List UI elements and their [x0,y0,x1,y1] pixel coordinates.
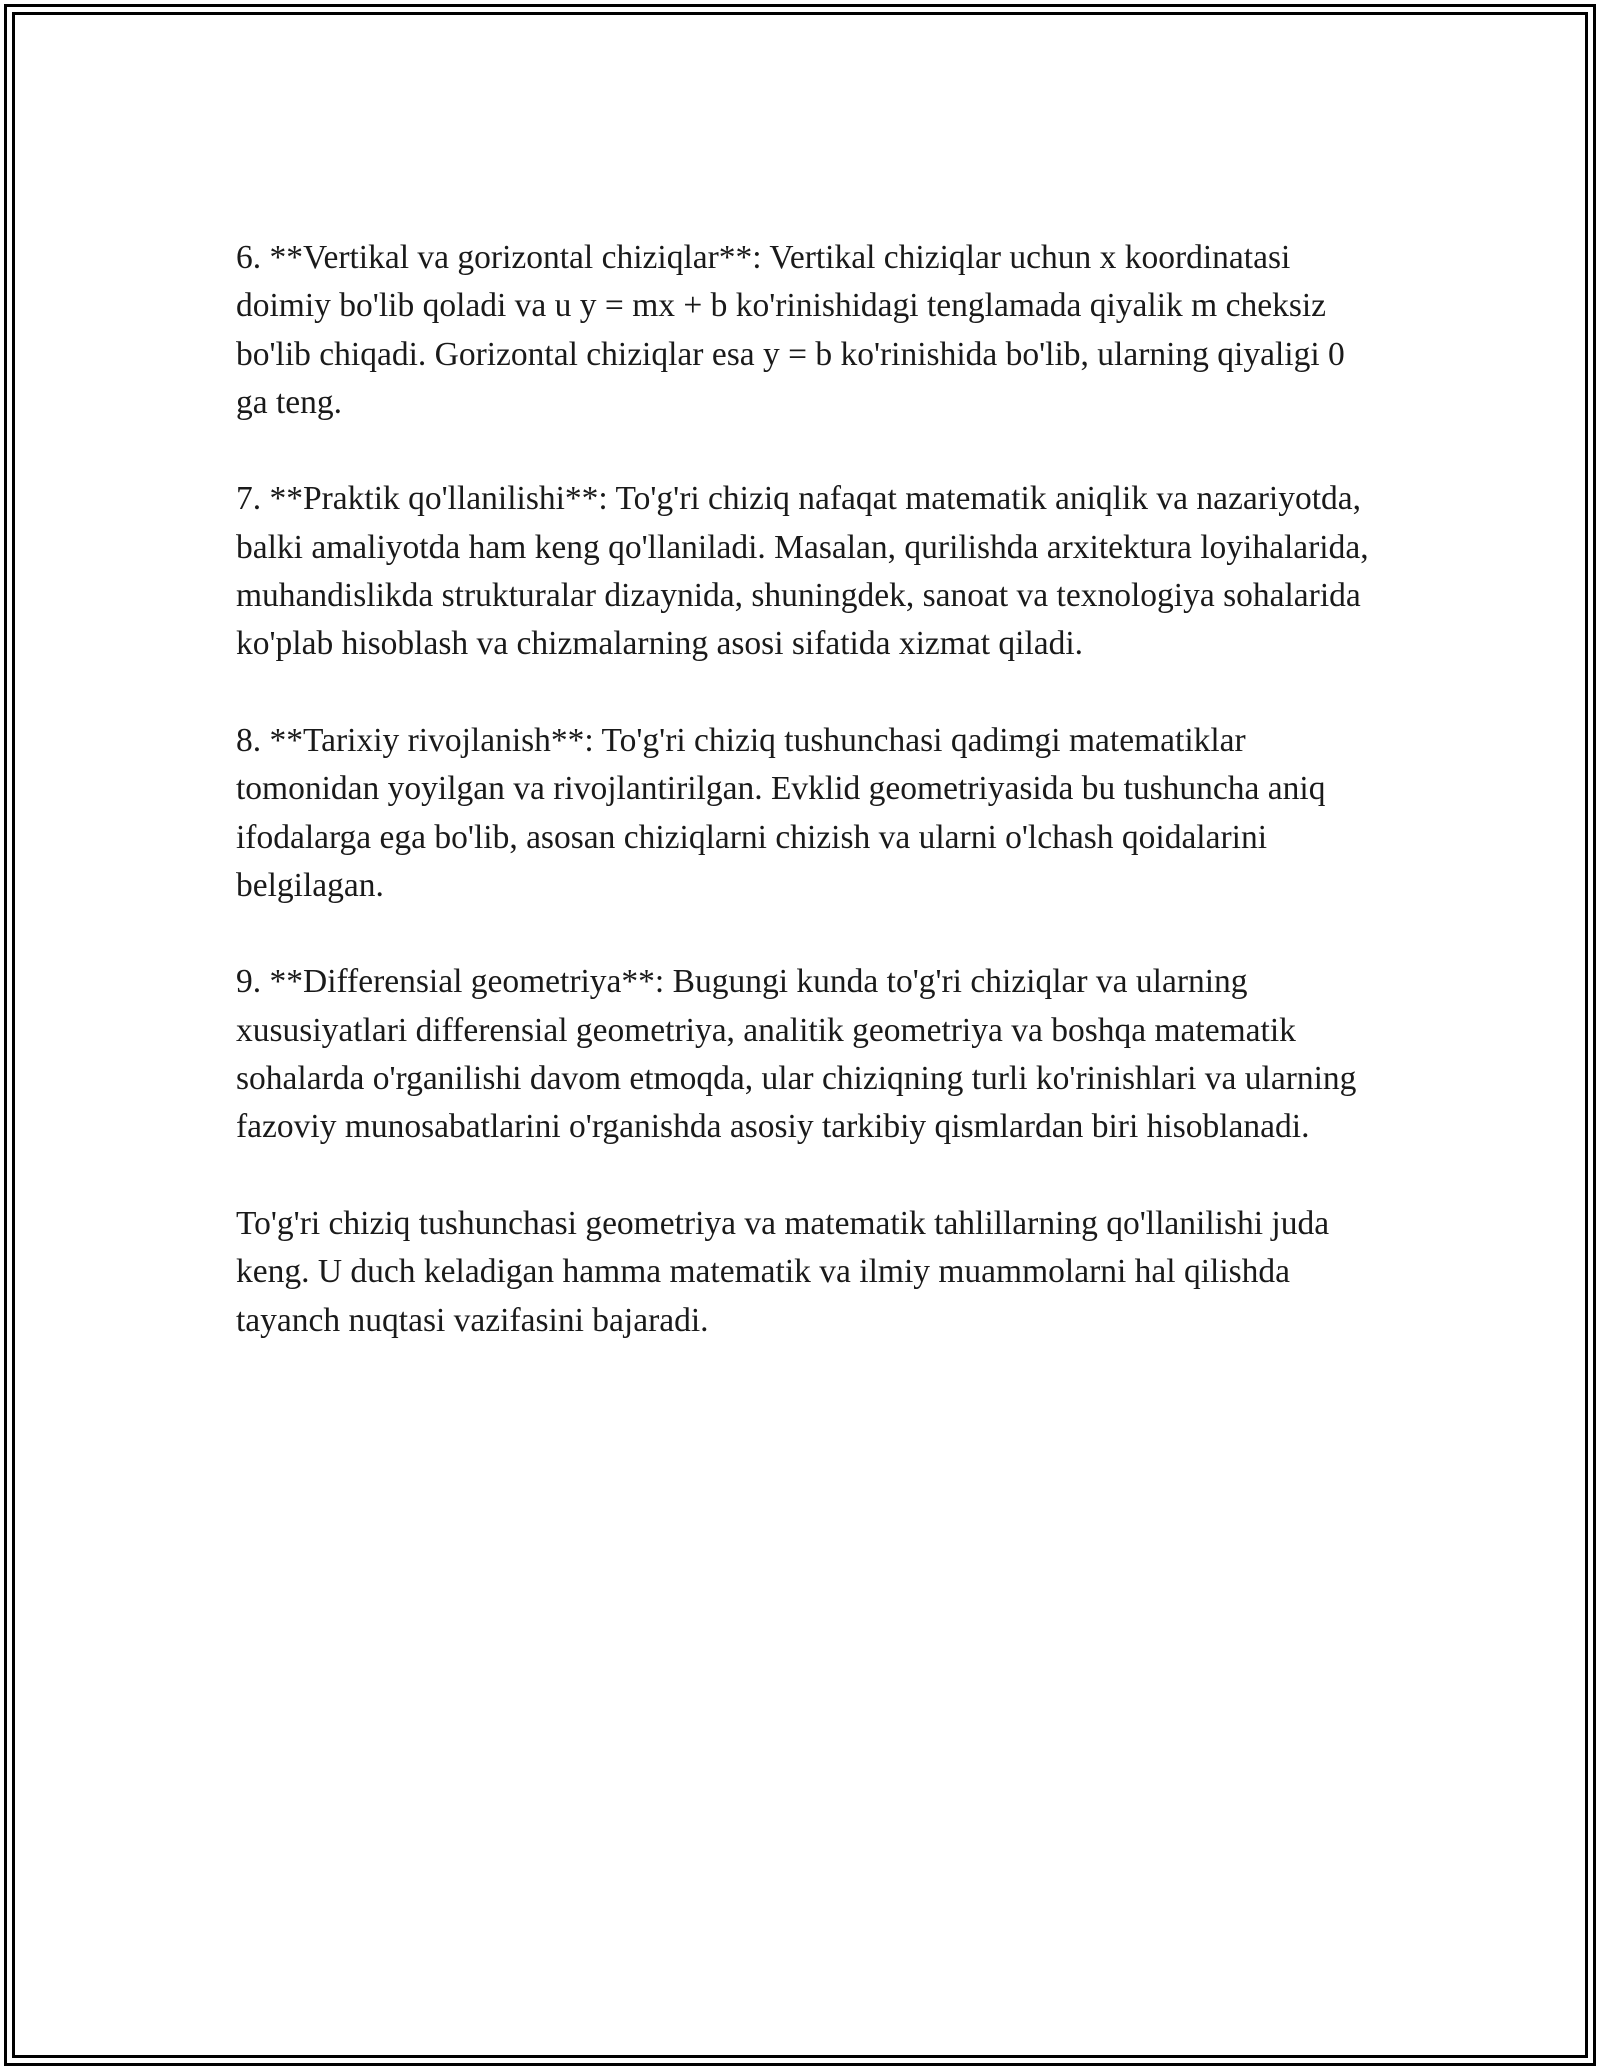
paragraph-historical-development: 8. **Tarixiy rivojlanish**: To'g'ri chiziq tushunchasi qadimgi matematiklar tomonidan yoyilgan va rivojlantirilgan. Evklid geometriyasida bu tushuncha aniq ifodalarga ega bo'lib, asosan chiziqlarni chizish va ularni o'lchash qoidalarini belgilagan. [236,721,1326,904]
paragraph-vertical-horizontal-lines: 6. **Vertikal va gorizontal chiziqlar**: Vertikal chiziqlar uchun x koordinatasi doimiy bo'lib qoladi va u y = mx + b ko'rinishidagi tenglamada qiyalik m cheksiz bo'lib chiqadi. Gorizontal chiziqlar esa y = b ko'rinishida bo'lib, ularning qiyaligi 0 ga teng. [236,239,1345,421]
paragraph-practical-application: 7. **Praktik qo'llanilishi**: To'g'ri chiziq nafaqat matematik aniqlik va nazariyotda, balki amaliyotda ham keng qo'llaniladi. Masalan, qurilishda arxitektura loyihalarida, muhandislikda strukturalar dizaynida, shuningdek, sanoat va texnologiya sohalarida ko'plab hisoblash va chizmalarning asosi sifatida xizmat qiladi. [236,480,1369,663]
paragraph-conclusion: To'g'ri chiziq tushunchasi geometriya va matematik tahlillarning qo'llanilishi juda keng. U duch keladigan hamma matematik va ilmiy muammolarni hal qilishda tayanch nuqtasi vazifasini bajaradi. [236,1204,1330,1339]
paragraph-differential-geometry: 9. **Differensial geometriya**: Bugungi kunda to'g'ri chiziqlar va ularning xususiyatlari differensial geometriya, analitik geometriya va boshqa matematik sohalarda o'rganilishi davom etmoqda, ular chiziqning turli ko'rinishlari va ularning fazoviy munosabatlarini o'rganishda asosiy tarkibiy qismlardan biri hisoblanadi. [236,963,1357,1146]
document-body [236,234,1376,1393]
